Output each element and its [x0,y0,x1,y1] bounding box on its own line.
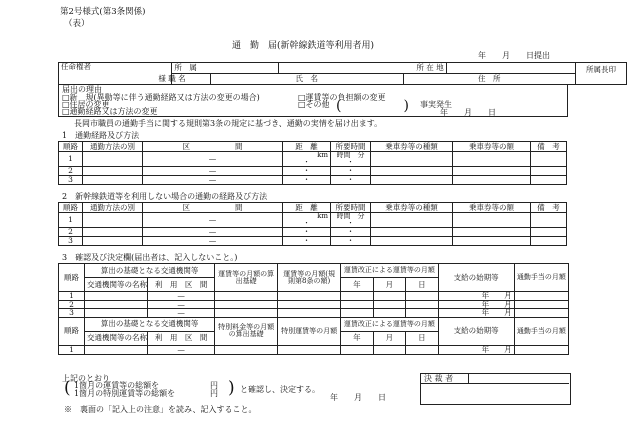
s2-dash: — [143,228,283,237]
section3-table [58,263,569,355]
s1-cell[interactable] [371,152,453,167]
footer-note: ※ 裏面の「記入上の注意」を読み、記入すること。 [64,405,257,414]
footer-line2: 1箇月の特別運賃等の総額を [74,389,176,398]
s3-cell[interactable] [373,292,406,301]
s2-h-ticket: 乗車券等の種類 [371,203,453,213]
s1-h-remarks: 備 考 [531,142,567,152]
s2-cell[interactable] [453,228,531,237]
section1-heading: 1 通勤経路及び方法 [62,131,140,140]
s1-cell[interactable] [531,176,567,185]
s3-cell[interactable] [85,292,148,301]
s3-h-fare-month: 運賃等の月額(規則第8条の額) [278,264,341,292]
s2-h-order: 順路 [59,203,83,213]
s3-cell[interactable] [215,292,278,301]
s3-h-section: 利 用 区 間 [147,278,214,292]
seal-label: 所属長印 [575,63,626,85]
section2-heading: 2 新幹線鉄道等を利用しない場合の通勤の経路及び方法 [62,192,268,201]
s3-cell[interactable] [406,300,439,309]
s2-h-amount: 乗車券等の額 [453,203,531,213]
s2-cell[interactable] [531,228,567,237]
s1-cell[interactable] [371,176,453,185]
s3-ym: 年 月 [438,309,514,318]
s3-cell[interactable] [373,309,406,318]
s1-h-amount: 乗車券等の額 [453,142,531,152]
s3-ym: 年 月 [438,292,514,301]
applicant-table [58,62,627,85]
s3b-ym: 年 月 [438,345,514,354]
s3-h-year: 年 [341,278,374,292]
s3-cell[interactable] [406,292,439,301]
s3-cell[interactable] [85,300,148,309]
s3-row-num: 2 [59,300,85,309]
s1-cell[interactable] [83,167,143,176]
s2-cell[interactable] [371,213,453,228]
s2-h-remarks: 備 考 [531,203,567,213]
s1-cell[interactable] [83,152,143,167]
s3-cell[interactable] [278,309,341,318]
s2-dash: — [143,237,283,246]
s2-h-section: 区 間 [143,203,283,213]
section2-table [58,202,567,246]
s2-h-time: 所要時間 [331,203,371,213]
decider-vline [468,373,469,383]
s2-cell[interactable] [83,228,143,237]
form-number: 第2号様式(第3条関係) [60,7,146,17]
s2-cell[interactable] [453,213,531,228]
s3-row-num: 1 [59,292,85,301]
s3-ym: 年 月 [438,300,514,309]
s1-cell[interactable] [453,167,531,176]
s1-row-num: 3 [59,176,83,185]
s2-cell[interactable] [83,213,143,228]
s3-cell[interactable] [514,309,568,318]
reason-label: 届出の理由 [62,85,102,94]
footer-line1: 1箇月の運賃等の総額を [74,381,160,390]
s3-row-num: 3 [59,309,85,318]
s1-dash: — [143,176,283,185]
s2-row-num: 2 [59,228,83,237]
s2-dot: ・ [331,228,371,237]
s1-cell[interactable] [453,176,531,185]
s1-h-order: 順路 [59,142,83,152]
s3-h-fare: 運賃等の月額の算出基礎 [215,264,278,292]
s3b-h-special-month: 特別運賃等の月額 [278,317,341,345]
s3-h-order: 順路 [59,264,85,292]
s3-h-org: 交通機関等の名称 [85,278,148,292]
s3-dash: — [147,292,214,301]
s1-h-distance: 距 離 [283,142,331,152]
s3b-h-day: 日 [406,331,439,345]
occurrence-label: 事実発生 [420,100,452,109]
s2-cell[interactable] [371,228,453,237]
s2-cell[interactable] [371,237,453,246]
s2-dot: ・ [283,228,331,237]
s3-cell[interactable] [341,292,374,301]
s3b-cell[interactable] [514,345,568,354]
s3-h-allow: 通勤手当の月額 [514,264,568,292]
footer-bracket-right: ) [228,378,235,398]
s3-h-basis: 算出の基礎となる交通機関等 [85,264,215,278]
s1-row-num: 1 [59,152,83,167]
s3-h-start: 支給の始期等 [438,264,514,292]
s3-cell[interactable] [215,309,278,318]
s3-cell[interactable] [278,300,341,309]
s2-dash: — [143,213,283,228]
s1-cell[interactable] [531,167,567,176]
s3b-h-section: 利 用 区 間 [147,331,214,345]
s2-h-method: 通勤方法の別 [83,203,143,213]
form-side: （表） [64,19,90,29]
s1-row-num: 2 [59,167,83,176]
name-label: 氏 名 [210,74,403,85]
form-title: 通 勤 届(新幹線鉄道等利用者用) [232,41,375,51]
s3-h-month: 月 [373,278,406,292]
footer-yen2: 円 [210,389,218,398]
s1-h-ticket: 乗車券等の種類 [371,142,453,152]
s1-cell[interactable] [83,176,143,185]
s1-dot: ・ [283,167,331,176]
s3b-h-special: 特別料金等の月額の算出基礎 [215,317,278,345]
footer-yen1: 円 [210,381,218,390]
reason-fare[interactable]: □運賃等の負担額の変更 [298,93,386,102]
s3b-h-order: 順路 [59,317,85,345]
section1-table [58,141,567,185]
affiliation-label: 所 属 [172,63,279,74]
s1-h-section: 区 間 [143,142,283,152]
decider-divider [420,383,569,384]
s3b-cell[interactable] [341,345,374,354]
s3b-h-org: 交通機関等の名称 [85,331,148,345]
location-label: 所 在 地 [278,63,446,74]
s1-dot: ・ [331,167,371,176]
s3b-cell[interactable] [215,345,278,354]
s3-h-revision: 運賃改正による運賃等の月額 [341,264,439,278]
s3-cell[interactable] [514,292,568,301]
footer-confirm: と確認し、決定する。 [240,385,320,394]
reason-route[interactable]: □通勤経路又は方法の変更 [62,107,158,116]
occurrence-date: 年 月 日 [440,108,496,117]
s3b-h-month: 月 [373,331,406,345]
s3-cell[interactable] [373,300,406,309]
s2-cell[interactable] [531,237,567,246]
s3b-h-allow: 通勤手当の月額 [514,317,568,345]
s3-cell[interactable] [85,309,148,318]
footer-date: 年 月 日 [330,393,386,402]
s2-time: 時間 分 ・ [331,213,371,228]
s3-cell[interactable] [341,300,374,309]
footer-above: 上記のとおり [62,374,110,383]
s3-dash: — [147,309,214,318]
s1-cell[interactable] [531,152,567,167]
s1-h-method: 通勤方法の別 [83,142,143,152]
s2-dot: ・ [283,237,331,246]
s1-h-time: 所要時間 [331,142,371,152]
s1-km: km ・ [283,152,331,167]
s3-dash: — [147,300,214,309]
s1-cell[interactable] [453,152,531,167]
s3-cell[interactable] [514,300,568,309]
s2-cell[interactable] [83,237,143,246]
other-brackets: ( ) [336,98,409,114]
s2-h-distance: 距 離 [283,203,331,213]
s2-cell[interactable] [453,237,531,246]
decider-label: 決 裁 者 [424,374,454,383]
s3-h-day: 日 [406,278,439,292]
reason-other[interactable]: □その他 [298,100,330,109]
s3-cell[interactable] [215,300,278,309]
reason-address[interactable]: □住居の変更 [62,100,110,109]
s3b-row-num: 1 [59,345,85,354]
s1-dash: — [143,167,283,176]
s3b-h-start: 支給の始期等 [438,317,514,345]
s3b-cell[interactable] [85,345,148,354]
s2-cell[interactable] [531,213,567,228]
s3b-cell[interactable] [373,345,406,354]
s2-dot: ・ [331,237,371,246]
s2-row-num: 1 [59,213,83,228]
location-field[interactable] [446,63,575,74]
s3b-cell[interactable] [278,345,341,354]
s3b-dash: — [147,345,214,354]
s3b-h-revision: 運賃改正による運賃等の月額 [341,317,439,331]
s1-cell[interactable] [371,167,453,176]
s2-row-num: 3 [59,237,83,246]
s3-cell[interactable] [278,292,341,301]
s1-dot: ・ [283,176,331,185]
statement-text: 長岡市職員の通勤手当に関する規則第3条の規定に基づき、通勤の実情を届け出ます。 [74,119,383,128]
reason-new[interactable]: □新 規(異動等に伴う通勤経路又は方法の変更の場合) [62,93,260,102]
post-label: 様 職 名 [172,74,211,85]
appointer-label: 任命権者 [59,63,172,85]
s3-cell[interactable] [406,309,439,318]
s3b-h-basis: 算出の基礎となる交通機関等 [85,317,215,331]
footer-bracket-left: ( [64,378,71,398]
s2-km: km ・ [283,213,331,228]
address-label: 住 所 [403,74,575,85]
s1-time: 時間 分 ・ [331,152,371,167]
s3-cell[interactable] [341,309,374,318]
s1-dot: ・ [331,176,371,185]
s1-dash: — [143,152,283,167]
section3-heading: 3 確認及び決定欄(届出者は、記入しないこと。) [62,253,238,262]
s3b-cell[interactable] [406,345,439,354]
submit-date: 年 月 日提出 [478,51,550,60]
s3b-h-year: 年 [341,331,374,345]
